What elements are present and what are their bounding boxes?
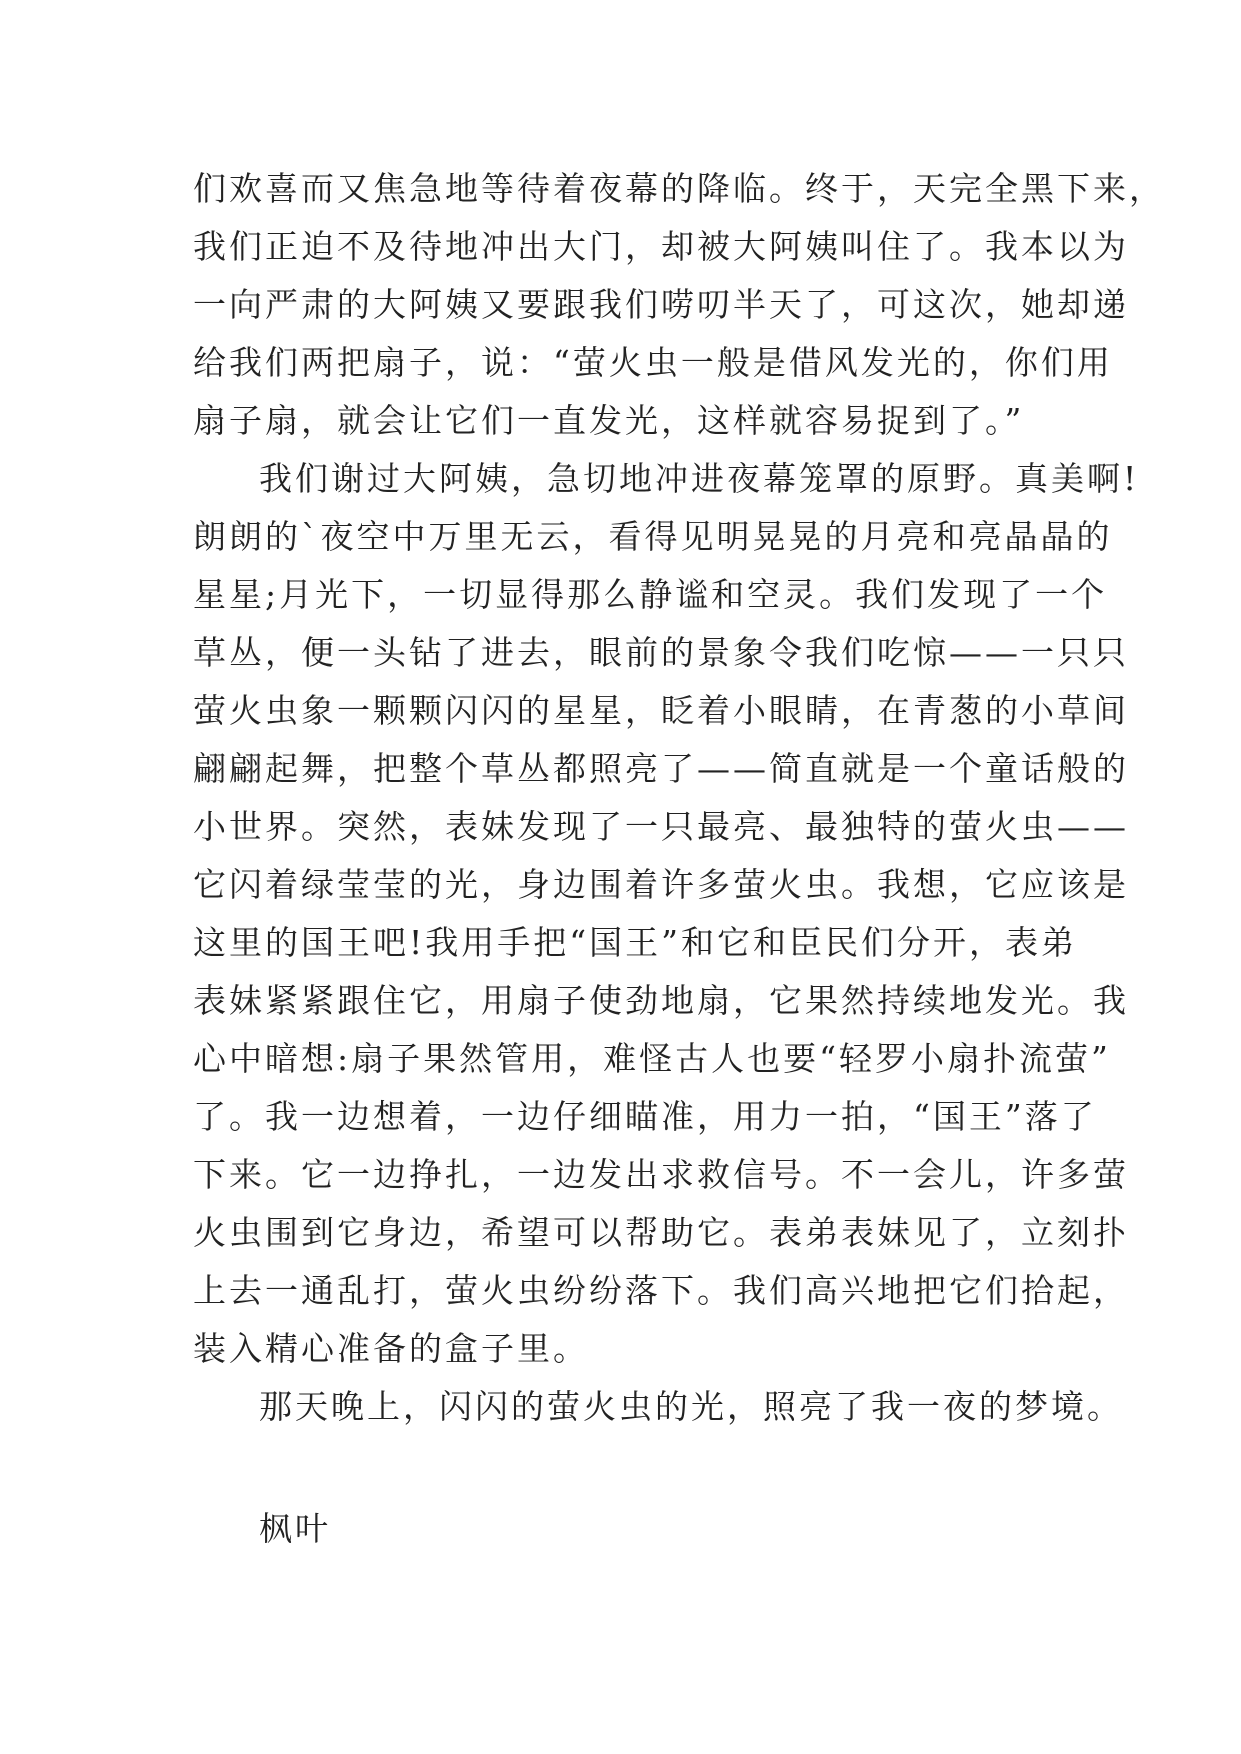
text-line: 上去一通乱打，萤火虫纷纷落下。我们高兴地把它们拾起， (193, 1271, 1129, 1310)
text-line: 一向严肃的大阿姨又要跟我们唠叨半天了，可这次，她却递 (193, 285, 1129, 324)
text-line: 萤火虫象一颗颗闪闪的星星，眨着小眼睛，在青葱的小草间 (193, 691, 1129, 730)
author-signature: 枫叶 (259, 1509, 331, 1548)
text-line: 这里的国王吧!我用手把“国王”和它和臣民们分开，表弟 (193, 923, 1078, 962)
text-line: 下来。它一边挣扎，一边发出求救信号。不一会儿，许多萤 (193, 1155, 1129, 1194)
text-line: 草丛，便一头钻了进去，眼前的景象令我们吃惊——一只只 (193, 633, 1129, 672)
text-line: 火虫围到它身边，希望可以帮助它。表弟表妹见了，立刻扑 (193, 1213, 1129, 1252)
document-body (193, 160, 1165, 1436)
text-line: 们欢喜而又焦急地等待着夜幕的降临。终于，天完全黑下来， (193, 169, 1165, 208)
text-line: 那天晚上，闪闪的萤火虫的光，照亮了我一夜的梦境。 (259, 1387, 1123, 1426)
text-line: 翩翩起舞，把整个草丛都照亮了——简直就是一个童话般的 (193, 749, 1129, 788)
paragraph-1 (193, 160, 1165, 450)
text-line: 装入精心准备的盒子里。 (193, 1329, 589, 1368)
text-line: 星星;月光下，一切显得那么静谧和空灵。我们发现了一个 (193, 575, 1108, 614)
text-line: 扇子扇，就会让它们一直发光，这样就容易捉到了。” (193, 401, 1025, 440)
paragraph-2 (193, 450, 1140, 1378)
text-line: 它闪着绿莹莹的光，身边围着许多萤火虫。我想，它应该是 (193, 865, 1129, 904)
text-line: 表妹紧紧跟住它，用扇子使劲地扇，它果然持续地发光。我 (193, 981, 1129, 1020)
text-line: 了。我一边想着，一边仔细瞄准，用力一拍，“国王”落了 (193, 1097, 1097, 1136)
text-line: 我们谢过大阿姨，急切地冲进夜幕笼罩的原野。真美啊! (259, 459, 1140, 498)
text-line: 心中暗想:扇子果然管用，难怪古人也要“轻罗小扇扑流萤” (193, 1039, 1111, 1078)
text-line: 我们正迫不及待地冲出大门，却被大阿姨叫住了。我本以为 (193, 227, 1129, 266)
text-line: 朗朗的`夜空中万里无云，看得见明晃晃的月亮和亮晶晶的 (193, 517, 1113, 556)
text-line: 给我们两把扇子，说：“萤火虫一般是借风发光的，你们用 (193, 343, 1113, 382)
text-line: 小世界。突然，表妹发现了一只最亮、最独特的萤火虫—— (193, 807, 1129, 846)
paragraph-3 (193, 1378, 1123, 1436)
